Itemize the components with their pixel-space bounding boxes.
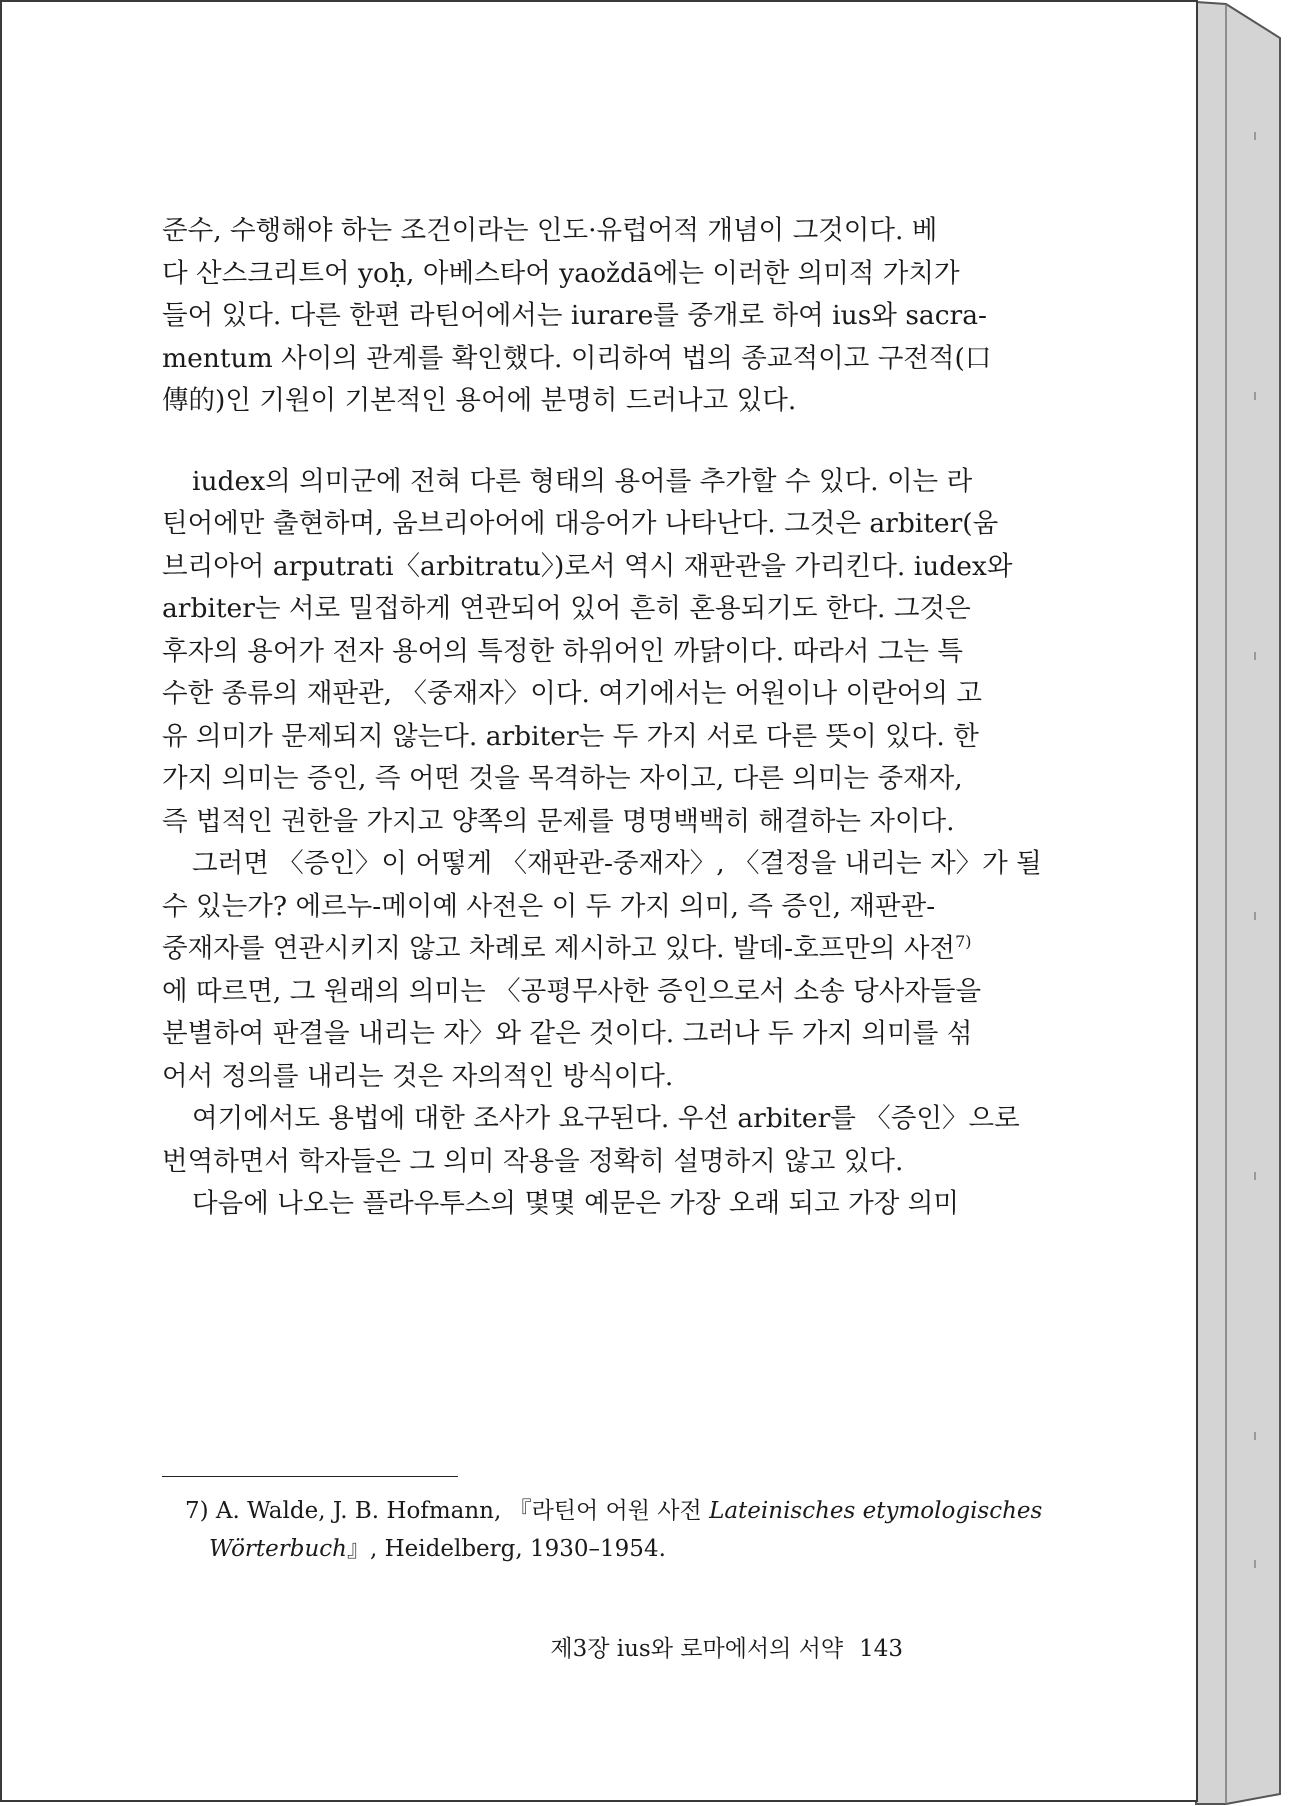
edge-mark [1254, 132, 1256, 140]
text-line: arbiter는 서로 밀접하게 연관되어 있어 흔히 혼용되기도 한다. 그것은 [162, 593, 971, 624]
paragraph [162, 1098, 1047, 1183]
footnote-title-korean: 『라틴어 어원 사전 [508, 1498, 702, 1524]
footnote-title-german: Wörterbuch [209, 1536, 347, 1562]
text-line: 즉 법적인 권한을 가지고 양쪽의 문제를 명명백백히 해결하는 자이다. [162, 805, 955, 837]
paragraph [162, 461, 1047, 844]
chapter-title: 제3장 ius와 로마에서의 서약 [550, 1636, 844, 1662]
text-line: mentum 사이의 관계를 확인했다. 이리하여 법의 종교적이고 구전적(口 [162, 342, 992, 374]
footnote-publication: , Heidelberg, 1930–1954. [370, 1536, 666, 1562]
paragraph-gap [162, 423, 1047, 461]
footnote-authors: A. Walde, J. B. Hofmann, [215, 1498, 502, 1524]
paragraph [162, 1183, 1047, 1226]
edge-mark [1254, 652, 1256, 660]
text-line: iudex의 의미군에 전혀 다른 형태의 용어를 추가할 수 있다. 이는 라 [192, 465, 973, 497]
text-line: 유 의미가 문제되지 않는다. arbiter는 두 가지 서로 다른 뜻이 있다. 한 [162, 720, 979, 752]
text-line: 번역하면서 학자들은 그 의미 작용을 정확히 설명하지 않고 있다. [162, 1145, 904, 1177]
paragraph [162, 843, 1047, 1098]
text-line: 여기에서도 용법에 대한 조사가 요구된다. 우선 arbiter를 〈증인〉으로 [192, 1103, 1020, 1134]
body-text [162, 210, 1047, 1226]
text-line: 어서 정의를 내리는 것은 자의적인 방식이다. [162, 1060, 674, 1092]
edge-mark [1254, 392, 1256, 400]
running-footer [550, 1630, 903, 1663]
edge-mark [1254, 1432, 1256, 1440]
footnote [185, 1492, 1047, 1568]
text-line: 중재자를 연관시키지 않고 차례로 제시하고 있다. 발데-호프만의 사전 [162, 933, 956, 964]
text-line: 틴어에만 출현하며, 움브리아어에 대응어가 나타난다. 그것은 arbiter(움 [162, 508, 999, 539]
footnote-reference[interactable]: 7) [955, 932, 972, 952]
page-number: 143 [859, 1636, 903, 1662]
text-line: 가지 의미는 증인, 즉 어떤 것을 목격하는 자이고, 다른 의미는 중재자, [162, 763, 963, 794]
text-line: 에 따르면, 그 원래의 의미는 〈공평무사한 증인으로서 소송 당사자들을 [162, 975, 982, 1007]
footnote-title-german: Lateinisches etymologisches [709, 1498, 1043, 1524]
text-line: 다 산스크리트어 yoḥ, 아베스타어 yaoždā에는 이러한 의미적 가치가 [162, 257, 960, 289]
text-line: 분별하여 판결을 내리는 자〉와 같은 것이다. 그러나 두 가지 의미를 섞 [162, 1018, 973, 1049]
text-line: 브리아어 arputrati〈arbitratu〉)로서 역시 재판관을 가리킨다. iudex와 [162, 550, 1013, 582]
paragraph [162, 210, 1047, 423]
edge-mark [1254, 1172, 1256, 1180]
edge-mark [1254, 1560, 1256, 1568]
text-line: 다음에 나오는 플라우투스의 몇몇 예문은 가장 오래 되고 가장 의미 [192, 1188, 959, 1219]
text-line: 그러면 〈증인〉이 어떻게 〈재판관-중재자〉, 〈결정을 내리는 자〉가 될 [192, 848, 1042, 879]
edge-mark [1254, 912, 1256, 920]
text-line: 후자의 용어가 전자 용어의 특정한 하위어인 까닭이다. 따라서 그는 특 [162, 635, 964, 667]
text-line: 傳的)인 기원이 기본적인 용어에 분명히 드러나고 있다. [162, 385, 797, 416]
footnote-title-bracket: 』 [347, 1536, 370, 1562]
text-line: 수 있는가? 에르누-메이예 사전은 이 두 가지 의미, 즉 증인, 재판관- [162, 890, 936, 922]
text-line: 준수, 수행해야 하는 조건이라는 인도·유럽어적 개념이 그것이다. 베 [162, 215, 938, 246]
footnote-rule [162, 1476, 458, 1477]
text-line: 들어 있다. 다른 한편 라틴어에서는 iurare를 중개로 하여 ius와 sacra- [162, 300, 987, 331]
text-line: 수한 종류의 재판관, 〈중재자〉이다. 여기에서는 어원이나 이란어의 고 [162, 678, 982, 709]
footnote-number: 7) [185, 1498, 209, 1524]
